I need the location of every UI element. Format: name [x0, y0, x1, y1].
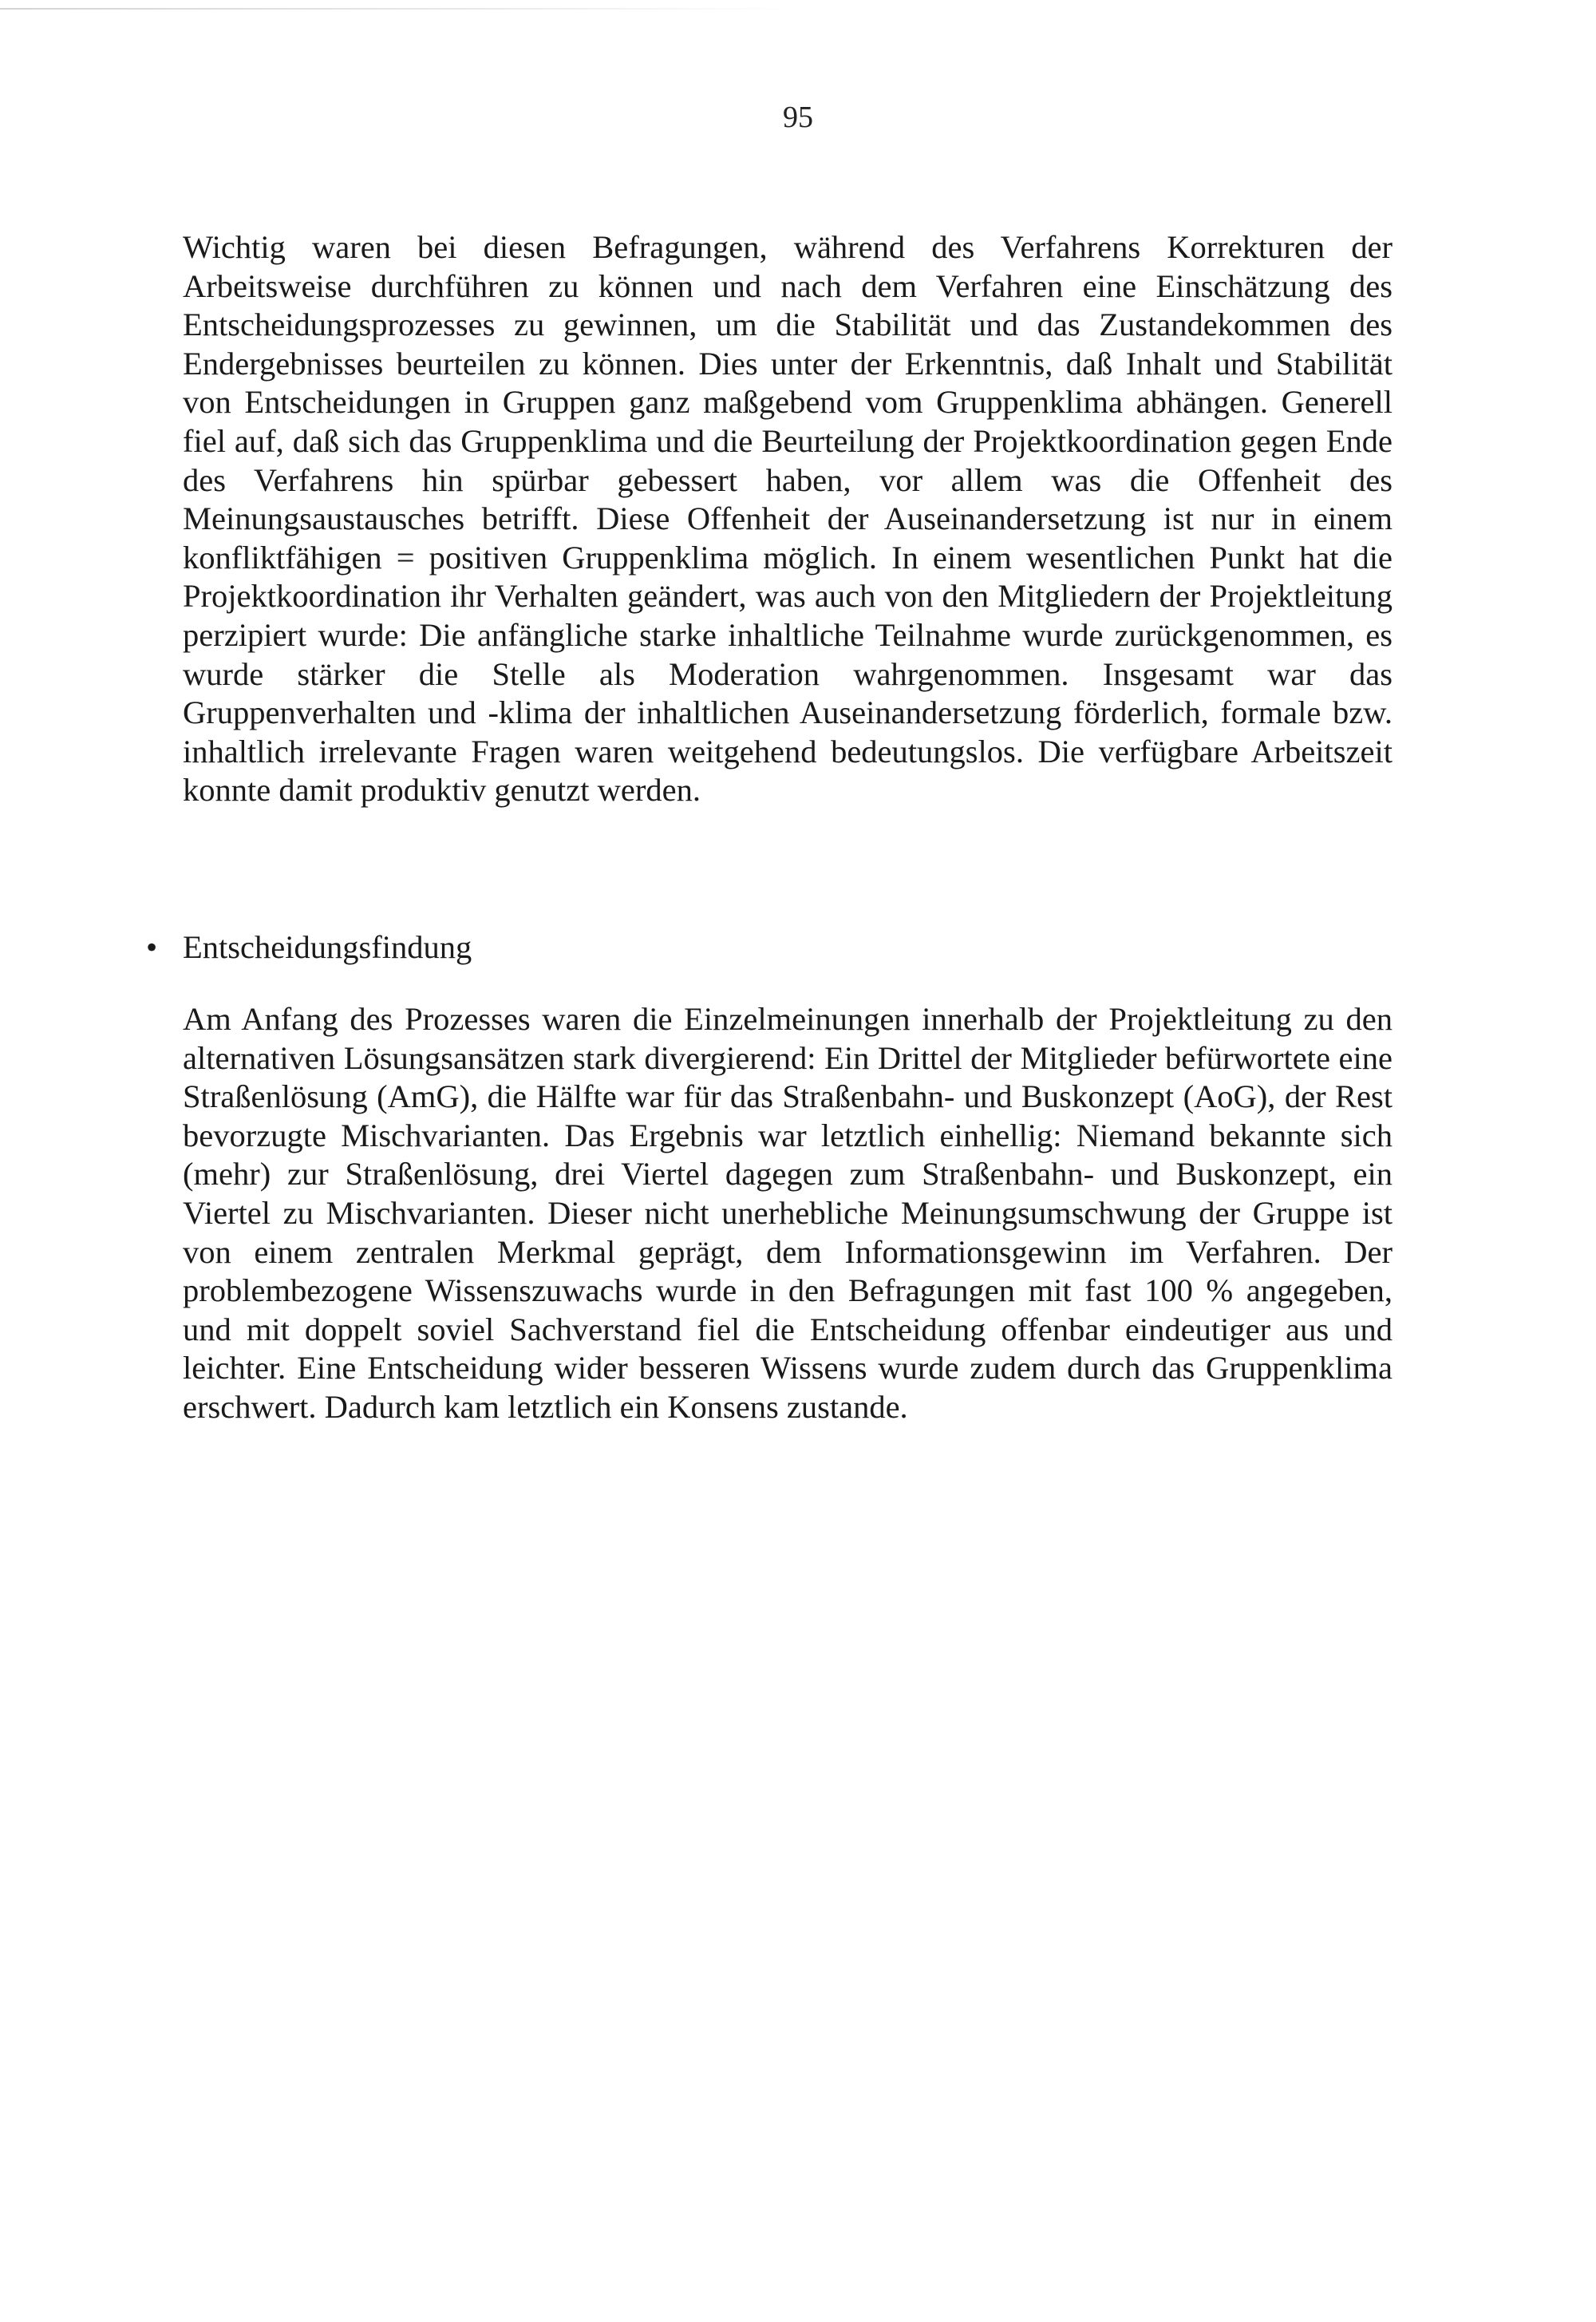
scan-edge-rule — [0, 8, 798, 10]
paragraph-entscheidungsfindung: Am Anfang des Prozesses waren die Einzelmeinungen innerhalb der Projektleitung zu den alternativen Lösungsansätzen stark divergierend: Ein Drittel der Mitglieder befürwortete eine Straßenlösung (AmG), die Hälfte war für das Straßenbahn- und Buskonzept (AoG), der Rest bevorzugte Mischvarianten. Das Ergebnis war letztlich einhellig: Niemand bekannte sich (mehr) zur Straßenlösung, drei Viertel dagegen zum Straßenbahn- und Buskonzept, ein Viertel zu Mischvarianten. Dieser nicht unerhebliche Meinungsumschwung der Gruppe ist von einem zentralen Merkmal geprägt, dem Informationsgewinn im Verfahren. Der problembezogene Wissenszuwachs wurde in den Befragungen mit fast 100 % angegeben, und mit doppelt soviel Sachverstand fiel die Entscheidung offenbar eindeutiger aus und leichter. Eine Entscheidung wider besseren Wissens wurde zudem durch das Gruppenklima erschwert. Dadurch kam letztlich ein Konsens zustande. — [183, 1001, 1393, 1425]
paragraph-befragungen: Wichtig waren bei diesen Befragungen, während des Verfahrens Korrekturen der Arbeitsweise durchführen zu können und nach dem Verfahren eine Einschätzung des Entscheidungsprozesses zu gewinnen, um die Stabilität und das Zustandekommen des Endergebnisses beurteilen zu können. Dies unter der Erkenntnis, daß Inhalt und Stabilität von Entscheidungen in Gruppen ganz maßgebend vom Gruppenklima abhängen. Generell fiel auf, daß sich das Gruppenklima und die Beurteilung der Projektkoordination gegen Ende des Verfahrens hin spürbar gebessert haben, vor allem was die Offenheit des Meinungsaustausches betrifft. Diese Offenheit der Auseinandersetzung ist nur in einem konfliktfähigen = positiven Gruppenklima möglich. In einem wesentlichen Punkt hat die Projektkoordination ihr Verhalten geändert, was auch von den Mitgliedern der Projektleitung perzipiert wurde: Die anfängliche starke inhaltliche Teilnahme wurde zurückgenommen, es wurde stärker die Stelle als Moderation wahrgenommen. Insgesamt war das Gruppenverhalten und -klima der inhaltlichen Auseinandersetzung förderlich, formale bzw. inhaltlich irrelevante Fragen waren weitgehend bedeutungslos. Die verfügbare Arbeitszeit konnte damit produktiv genutzt werden. — [183, 229, 1393, 809]
bullet-icon: • — [146, 929, 158, 965]
section-heading: Entscheidungsfindung — [183, 929, 472, 965]
bullet-item-entscheidungsfindung — [146, 928, 1391, 967]
page-number: 95 — [783, 101, 813, 134]
